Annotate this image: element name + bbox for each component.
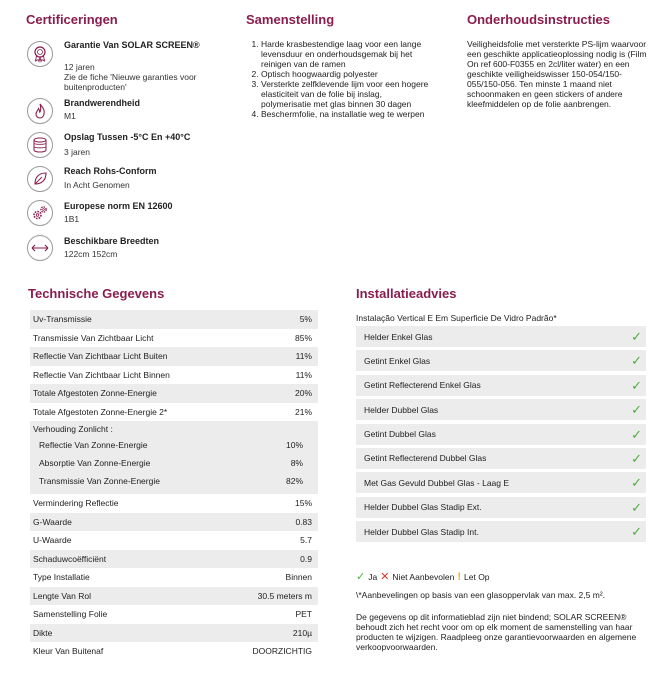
row-label: Uv-Transmissie: [33, 314, 92, 325]
table-row: [356, 521, 646, 542]
row-label: Type Installatie: [33, 572, 90, 583]
row-value: 210µ: [292, 627, 312, 638]
row-label: Helder Dubbel Glas: [364, 404, 439, 415]
row-value: 0.83: [295, 516, 312, 527]
table-row: [30, 568, 318, 587]
samenstelling-list: [245, 39, 430, 119]
row-label: Samenstelling Folie: [33, 609, 108, 620]
table-row: [30, 494, 318, 513]
leaf-icon: [26, 165, 54, 193]
table-row: [33, 472, 315, 490]
cert-item-opslag: [26, 131, 226, 161]
row-value: 8%: [290, 458, 303, 468]
check-icon: ✓: [356, 571, 366, 583]
row-label: Reflectie Van Zichtbaar Licht Buiten: [33, 351, 168, 362]
installatie-caption: Instalação Vertical E Em Superficie De Vidro Padrão*: [356, 313, 557, 323]
table-row: [30, 384, 318, 403]
row-label: Reflectie Van Zichtbaar Licht Binnen: [33, 369, 170, 380]
onderhoud-text: Veiligheidsfolie met versterkte PS-lijm waarvoor een geschikte applicatieoplossing nodig is (Film On ref 600-F0355 en 2cl/liter water) en een geschikte veiligheidswisser 150-054/150-055/150-056. Ten minste 1 maand niet schoonmaken en geen stickers of andere kleefmiddelen op de folie aanbrengen.: [467, 39, 647, 109]
check-icon: ✓: [631, 450, 642, 466]
row-label: Kleur Van Buitenaf: [33, 646, 104, 657]
cert-item-reach: [26, 165, 226, 195]
warning-icon: !: [457, 570, 462, 583]
technische-heading: Technische Gegevens: [28, 286, 165, 301]
row-label: Absorptie Van Zonne-Energie: [39, 458, 151, 468]
table-row: [30, 605, 318, 624]
row-value: 5%: [299, 314, 312, 325]
award-icon: [26, 40, 54, 68]
legend-no: Niet Aanbevolen: [392, 571, 455, 582]
table-row: [30, 329, 318, 348]
table-row: [30, 531, 318, 550]
row-label: Totale Afgestoten Zonne-Energie 2*: [33, 406, 168, 417]
table-row: [30, 550, 318, 569]
cert-desc: M1: [64, 111, 76, 121]
table-row: [356, 375, 646, 396]
cert-title: Garantie Van SOLAR SCREEN®: [64, 40, 200, 50]
table-row: [30, 366, 318, 385]
cert-desc: 3 jaren: [64, 147, 90, 157]
roll-icon: [26, 131, 54, 159]
row-label: Getint Reflecterend Enkel Glas: [364, 380, 481, 391]
check-icon: ✓: [631, 475, 642, 491]
row-value: 11%: [295, 351, 312, 362]
row-label: Transmissie Van Zonne-Energie: [39, 476, 160, 486]
table-row: [30, 403, 318, 422]
table-row: [30, 513, 318, 532]
row-label: Helder Dubbel Glas Stadip Int.: [364, 526, 479, 537]
cert-desc: 12 jaren Zie de fiche 'Nieuwe garanties voor buitenproducten': [64, 62, 197, 92]
installatie-table: [356, 312, 646, 546]
installatie-heading: Installatieadvies: [356, 286, 457, 301]
cert-title: Beschikbare Breedten: [64, 236, 160, 246]
table-row: [356, 424, 646, 445]
samenstelling-item: 2. Optisch hoogwaardig polyester: [261, 69, 430, 79]
row-label: Helder Dubbel Glas Stadip Ext.: [364, 502, 482, 513]
cert-item-norm: [26, 199, 226, 229]
row-value: 0.9: [300, 553, 312, 564]
table-row: [356, 399, 646, 420]
cert-title: Reach Rohs-Conform: [64, 166, 157, 176]
row-label: Schaduwcoëfficiënt: [33, 553, 107, 564]
table-row: [356, 350, 646, 371]
cert-desc: 122cm 152cm: [64, 249, 118, 259]
row-value: 15%: [294, 498, 312, 509]
table-row: [356, 448, 646, 469]
table-row: [30, 347, 318, 366]
row-label: U-Waarde: [33, 535, 72, 546]
samenstelling-heading: Samenstelling: [246, 12, 335, 27]
row-value: 82%: [285, 476, 303, 486]
row-value: 20%: [294, 388, 312, 399]
row-label: Helder Enkel Glas: [364, 331, 433, 342]
samenstelling-item: 4. Beschermfolie, na installatie weg te werpen: [261, 109, 430, 119]
row-value: 30.5 meters m: [257, 590, 312, 601]
row-label: Met Gas Gevuld Dubbel Glas - Laag E: [364, 477, 510, 488]
cert-item-brand: [26, 97, 226, 127]
table-row: [33, 436, 315, 454]
table-row: [33, 454, 315, 472]
row-value: 21%: [294, 406, 312, 417]
row-label: Lengte Van Rol: [33, 590, 91, 601]
onderhoud-heading: Onderhoudsinstructies: [467, 12, 611, 27]
samenstelling-item: 1. Harde krasbestendige laag voor een lange levensduur en onderhoudsgemak bij het reinigen van de ramen: [261, 39, 430, 69]
cert-title: Brandwerendheid: [64, 98, 141, 108]
legend-yes: Ja: [368, 571, 378, 582]
row-label: Getint Enkel Glas: [364, 355, 431, 366]
group-heading: Verhouding Zonlicht :: [33, 424, 113, 434]
samenstelling-item: 3. Versterkte zelfklevende lijm voor een hogere elasticiteit van de folie bij inslag, polymerisatie met glas binnen 30 dagen: [261, 79, 430, 109]
gears-icon: [26, 199, 54, 227]
row-value: DOORZICHTIG: [252, 646, 312, 657]
table-row: [356, 497, 646, 518]
table-row: [30, 587, 318, 606]
check-icon: ✓: [631, 499, 642, 515]
row-value: 85%: [294, 332, 312, 343]
check-icon: ✓: [631, 329, 642, 344]
cert-desc: In Acht Genomen: [64, 180, 130, 190]
note-aanbevelingen: \*Aanbevelingen op basis van een glasoppervlak van max. 2,5 m².: [356, 590, 606, 600]
table-row: [30, 310, 318, 329]
row-label: Dikte: [33, 627, 53, 638]
flame-icon: [26, 97, 54, 125]
table-row: [30, 642, 318, 661]
row-value: 10%: [285, 440, 303, 450]
cert-item-garantie: [26, 40, 226, 98]
table-row: [356, 326, 646, 347]
cert-item-breedten: [26, 234, 226, 264]
width-arrows-icon: [26, 234, 54, 262]
row-label: Totale Afgestoten Zonne-Energie: [33, 388, 157, 399]
cert-title: Europese norm EN 12600: [64, 201, 173, 211]
note-disclaimer: De gegevens op dit informatieblad zijn niet bindend; SOLAR SCREEN® behoudt zich het recht voor om op elk moment de samenstelling van haar producten te wijzigen. Raadpleeg onze garantievoorwaarden en algemene verkoopvoorwaarden.: [356, 612, 637, 652]
row-label: Transmissie Van Zichtbaar Licht: [33, 332, 154, 343]
row-label: Vermindering Reflectie: [33, 498, 119, 509]
row-value: PET: [295, 609, 312, 620]
cert-title: Opslag Tussen -5°C En +40°C: [64, 132, 191, 142]
legend-warn: Let Op: [464, 571, 490, 582]
verhouding-group: [30, 421, 318, 494]
row-value: 11%: [295, 369, 312, 380]
cert-heading: Certificeringen: [26, 12, 118, 27]
table-row: [30, 624, 318, 643]
cert-desc: 1B1: [64, 214, 80, 224]
check-icon: ✓: [631, 426, 642, 442]
cross-icon: ✕: [380, 571, 390, 583]
check-icon: ✓: [631, 402, 642, 418]
row-label: Reflectie Van Zonne-Energie: [39, 440, 148, 450]
row-value: Binnen: [285, 572, 312, 583]
check-icon: ✓: [631, 377, 642, 393]
legend: [356, 570, 490, 583]
row-label: Getint Reflecterend Dubbel Glas: [364, 453, 487, 464]
check-icon: ✓: [631, 524, 642, 540]
row-label: Getint Dubbel Glas: [364, 429, 436, 440]
technische-table: [30, 310, 318, 661]
row-value: 5.7: [300, 535, 312, 546]
check-icon: ✓: [631, 353, 642, 369]
table-row: [356, 472, 646, 493]
row-label: G-Waarde: [33, 516, 72, 527]
